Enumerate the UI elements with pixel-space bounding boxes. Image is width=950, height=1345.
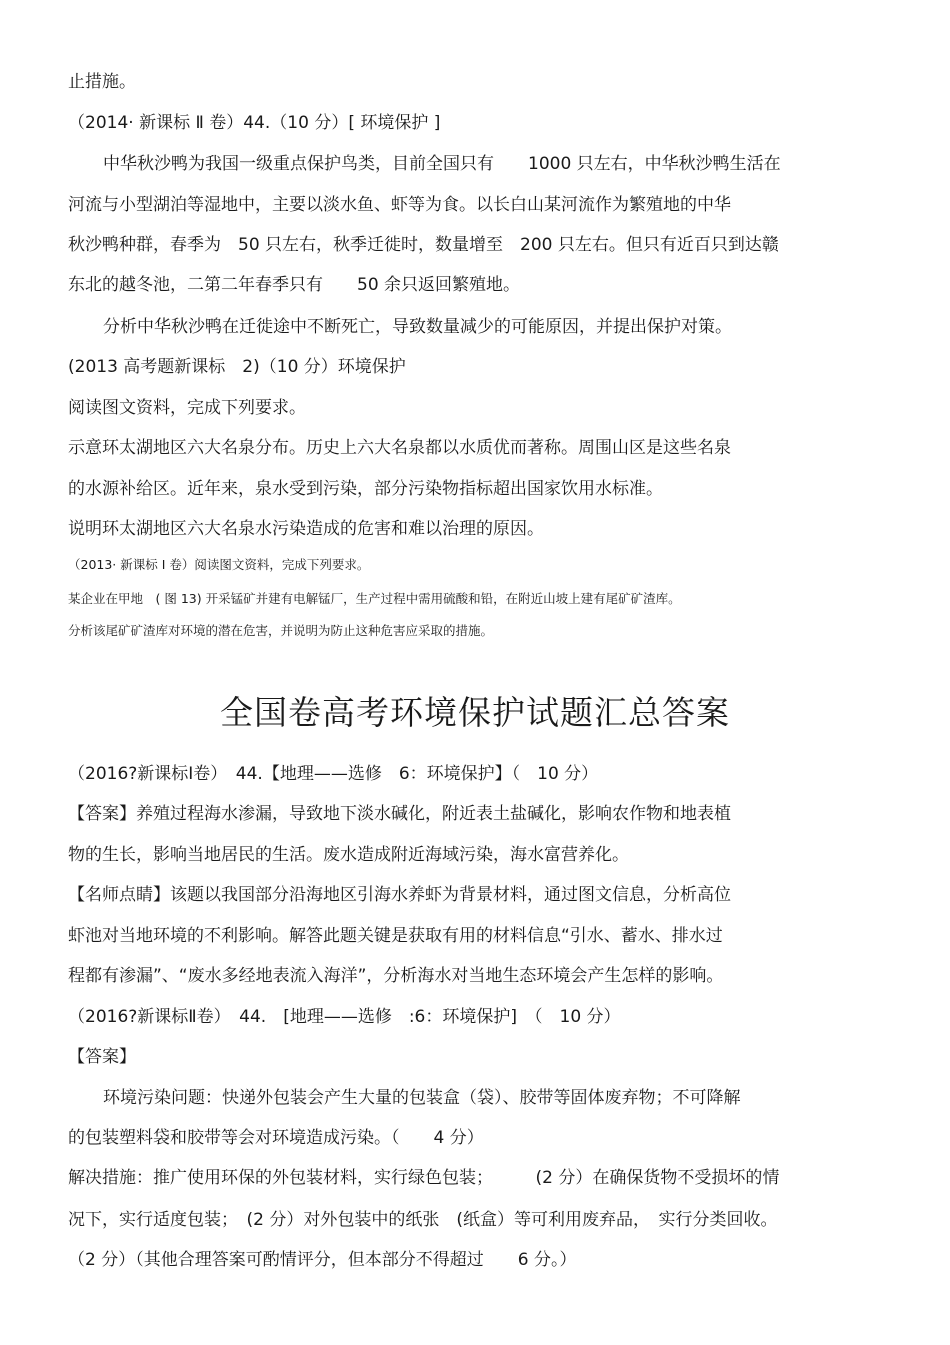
text-line: 止措施。 — [68, 72, 136, 92]
question-heading: （2016?新课标Ⅰ卷） 44.【地理——选修 6：环境保护】（ 10 分） — [68, 764, 599, 784]
text-line: 某企业在甲地 ( 图 13) 开采锰矿并建有电解锰厂，生产过程中需用硫酸和铅，在附近山坡上建有尾矿矿渣库。 — [68, 591, 681, 606]
text-line: （2 分）（其他合理答案可酌情评分，但本部分不得超过 6 分。） — [68, 1250, 577, 1270]
text-line: 【答案】养殖过程海水渗漏，导致地下淡水碱化，附近表土盐碱化，影响农作物和地表植 — [68, 804, 731, 824]
text-line: 解决措施：推广使用环保的外包装材料，实行绿色包装； (2 分）在确保货物不受损坏的情 — [68, 1168, 780, 1188]
text-line: 说明环太湖地区六大名泉水污染造成的危害和难以治理的原因。 — [68, 519, 544, 539]
text-line: 【名师点睛】该题以我国部分沿海地区引海水养虾为背景材料，通过图文信息，分析高位 — [68, 885, 731, 905]
text-line: 分析中华秋沙鸭在迁徙途中不断死亡，导致数量减少的可能原因，并提出保护对策。 — [103, 317, 732, 337]
question-heading: （2013· 新课标 Ⅰ 卷）阅读图文资料，完成下列要求。 — [68, 557, 370, 572]
text-line: 中华秋沙鸭为我国一级重点保护鸟类，目前全国只有 1000 只左右，中华秋沙鸭生活在 — [103, 154, 781, 174]
question-heading: （2014· 新课标 Ⅱ 卷）44.（10 分）[ 环境保护 ] — [68, 113, 441, 133]
text-line: 的水源补给区。近年来，泉水受到污染，部分污染物指标超出国家饮用水标准。 — [68, 479, 663, 499]
text-line: 阅读图文资料，完成下列要求。 — [68, 398, 306, 418]
text-line: 东北的越冬池，二第二年春季只有 50 余只返回繁殖地。 — [68, 275, 521, 295]
text-line: 况下，实行适度包装； (2 分）对外包装中的纸张 (纸盒）等可利用废弃品， 实行分类回收。 — [68, 1210, 778, 1230]
text-line: 环境污染问题：快递外包装会产生大量的包装盒（袋）、胶带等固体废弃物；不可降解 — [103, 1088, 741, 1108]
question-heading: (2013 高考题新课标 2)（10 分）环境保护 — [68, 357, 406, 377]
text-line: 示意环太湖地区六大名泉分布。历史上六大名泉都以水质优而著称。周围山区是这些名泉 — [68, 438, 731, 458]
text-line: 秋沙鸭种群，春季为 50 只左右，秋季迁徙时，数量增至 200 只左右。但只有近百只到达赣 — [68, 235, 779, 255]
text-line: 物的生长，影响当地居民的生活。废水造成附近海域污染，海水富营养化。 — [68, 845, 629, 865]
text-line: 程都有渗漏”、“废水多经地表流入海洋”，分析海水对当地生态环境会产生怎样的影响。 — [68, 966, 724, 986]
answer-title: 全国卷高考环境保护试题汇总答案 — [220, 693, 730, 732]
text-line: 的包装塑料袋和胶带等会对环境造成污染。（ 4 分） — [68, 1128, 484, 1148]
text-line: 河流与小型湖泊等湿地中，主要以淡水鱼、虾等为食。以长白山某河流作为繁殖地的中华 — [68, 195, 731, 215]
text-line: 分析该尾矿矿渣库对环境的潜在危害，并说明为防止这种危害应采取的措施。 — [68, 623, 494, 638]
question-heading: （2016?新课标Ⅱ卷） 44. [地理——选修 :6：环境保护] （ 10 分） — [68, 1007, 621, 1027]
text-line: 虾池对当地环境的不利影响。解答此题关键是获取有用的材料信息“引水、蓄水、排水过 — [68, 926, 723, 946]
text-line: 【答案】 — [68, 1047, 136, 1067]
